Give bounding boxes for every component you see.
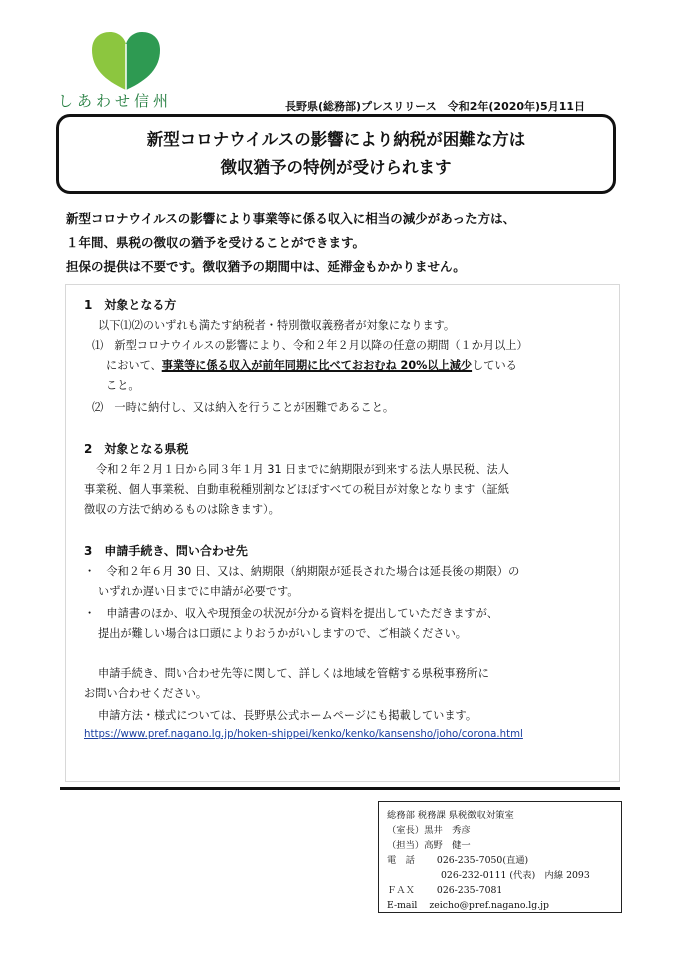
logo-right-leaf <box>126 32 160 90</box>
section-1-heading: 1 対象となる方 <box>84 298 177 312</box>
section-3-bullet2-line2: 提出が難しい場合は口頭によりおうかがいしますので、ご相談ください。 <box>98 627 467 640</box>
section-2-line2: 事業税、個人事業税、自動車税種別割などほぼすべての税目が対象となります（証紙 <box>84 483 509 496</box>
section-1-item2: ⑵ 一時に納付し、又は納入を行うことが困難であること。 <box>92 401 395 414</box>
contact-staff: （担当）高野 健一 <box>387 840 471 851</box>
section-2-heading: 2 対象となる県税 <box>84 442 189 456</box>
section-2-line3: 徴収の方法で納めるものは除きます）。 <box>84 503 280 516</box>
corona-info-link[interactable]: https://www.pref.nagano.lg.jp/hoken-shippei/kenko/kenko/kansensho/joho/corona.html <box>84 729 523 740</box>
press-release-line: 長野県(総務部)プレスリリース 令和2年(2020年)5月11日 <box>285 100 586 113</box>
section-3-para2: 申請方法・様式については、長野県公式ホームページにも掲載しています。 <box>98 709 478 722</box>
section-1-item1-line2 <box>106 356 517 376</box>
email-address[interactable]: zeicho@pref.nagano.lg.jp <box>429 900 549 911</box>
fax-label: ＦＡＸ <box>387 885 415 896</box>
section-1-item1-line3: こと。 <box>106 379 140 392</box>
bottom-divider <box>60 787 620 790</box>
section-3-bullet2-line1: ・ 申請書のほか、収入や現預金の状況が分かる資料を提出していただきますが、 <box>84 607 498 620</box>
contact-tel2-row <box>387 868 615 883</box>
contact-tel-row <box>387 853 615 868</box>
section-2-line1: 令和２年２月１日から同３年１月 31 日までに納期限が到来する法人県民税、法人 <box>96 463 509 476</box>
intro-line-2: １年間、県税の徴収の猶予を受けることができます。 <box>66 235 366 250</box>
contact-chief: （室長）黒井 秀彦 <box>387 825 471 836</box>
section-3-bullet1-line2: いずれか遅い日までに申請が必要です。 <box>98 585 299 598</box>
contact-box <box>378 801 622 913</box>
contact-dept: 総務部 税務課 県税徴収対策室 <box>387 810 514 821</box>
tel-label: 電 話 <box>387 855 415 866</box>
logo-left-leaf <box>92 32 126 90</box>
intro <box>66 207 636 279</box>
intro-line-3: 担保の提供は不要です。徴収猶予の期間中は、延滞金もかかりません。 <box>66 259 466 274</box>
section-3-para1-line2: お問い合わせください。 <box>84 687 208 700</box>
title-box <box>56 114 616 194</box>
section-3-bullet1-line1: ・ 令和２年６月 30 日、又は、納期限（納期限が延長された場合は延長後の期限）の <box>84 565 520 578</box>
section-3-para1-line1: 申請手続き、問い合わせ先等に関して、詳しくは地域を管轄する県税事務所に <box>98 667 489 680</box>
contact-email-row <box>387 898 615 913</box>
email-label: E-mail <box>387 900 418 911</box>
section-1-item1-line1: ⑴ 新型コロナウイルスの影響により、令和２年２月以降の任意の期間（１か月以上） <box>92 339 528 352</box>
fax-number: 026-235-7081 <box>436 885 503 896</box>
title-line-2: 徴収猶予の特例が受けられます <box>220 158 452 177</box>
section-3-heading: 3 申請手続き、問い合わせ先 <box>84 544 248 558</box>
logo-text: しあわせ信州 <box>58 92 173 110</box>
item1-pre: において、 <box>106 359 162 372</box>
section-1-lead: 以下⑴⑵のいずれも満たす納税者・特別徴収義務者が対象になります。 <box>98 319 456 332</box>
tel-number-1: 026-235-7050(直通) <box>436 855 529 866</box>
item1-emphasis: 事業等に係る収入が前年同期に比べておおむね 20%以上減少 <box>161 359 473 372</box>
title-line-1: 新型コロナウイルスの影響により納税が困難な方は <box>146 130 526 149</box>
item1-post: している <box>472 359 517 372</box>
shinshu-heart-logo <box>86 28 166 92</box>
tel-number-2: 026-232-0111 (代表) 内線 2093 <box>441 870 590 881</box>
intro-line-1: 新型コロナウイルスの影響により事業等に係る収入に相当の減少があった方は、 <box>66 211 516 226</box>
contact-fax-row <box>387 883 615 898</box>
